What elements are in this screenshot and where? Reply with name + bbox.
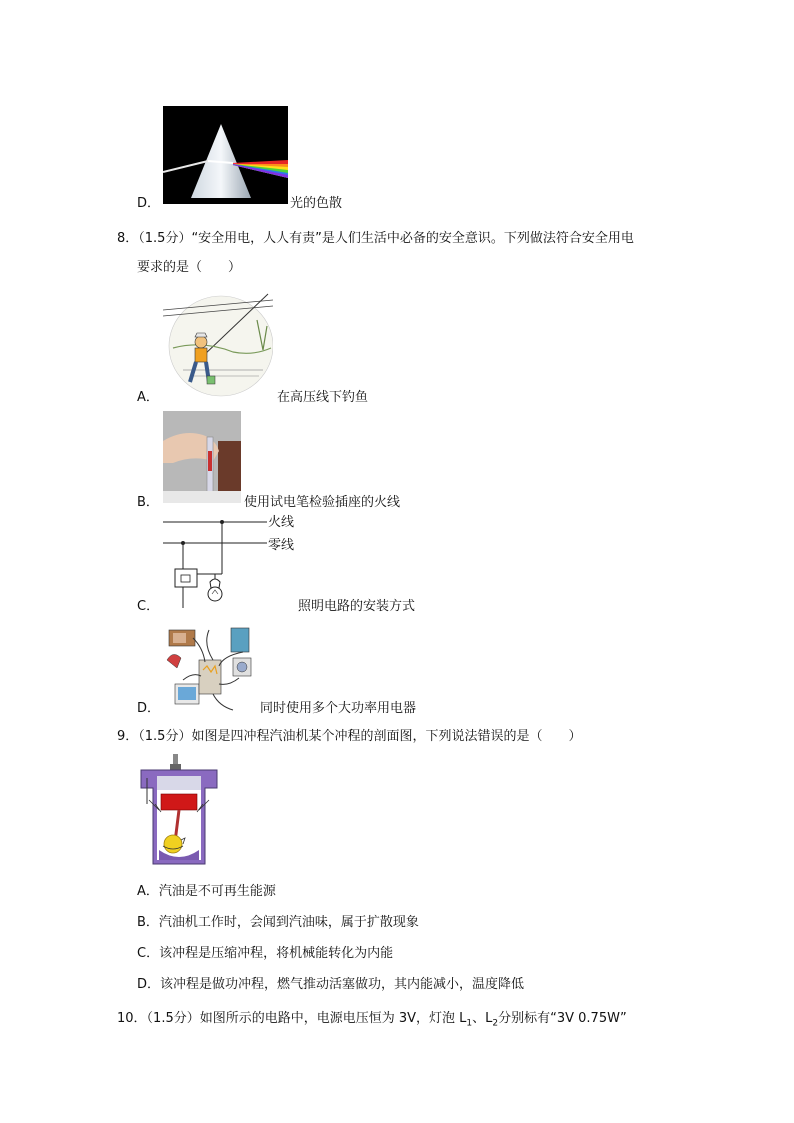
q8-option-a-letter: A． bbox=[137, 390, 159, 405]
q8-option-a-caption: 在高压线下钓鱼 bbox=[277, 390, 369, 405]
q10-stem-pre: 10．（1.5分）如图所示的电路中，电源电压恒为 3V，灯泡 L bbox=[117, 1011, 467, 1026]
q9-option-a: A．汽油是不可再生能源 bbox=[137, 884, 276, 899]
q10-stem bbox=[117, 1010, 627, 1033]
q9-stem: 9．（1.5分）如图是四冲程汽油机某个冲程的剖面图，下列说法错误的是（ ） bbox=[117, 729, 582, 744]
q9-option-c: C．该冲程是压缩冲程，将机械能转化为内能 bbox=[137, 946, 394, 961]
q10-stem-mid: 、L bbox=[472, 1011, 493, 1026]
engine-cross-section-image bbox=[139, 754, 219, 872]
overloaded-socket-image bbox=[163, 620, 258, 718]
test-pen-socket-image bbox=[163, 411, 241, 503]
q8-option-d-letter: D． bbox=[137, 701, 161, 716]
q9-option-d: D．该冲程是做功冲程，燃气推动活塞做功，其内能减小，温度降低 bbox=[137, 977, 525, 992]
q8-option-b-caption: 使用试电笔检验插座的火线 bbox=[244, 495, 401, 510]
q8-stem-line2: 要求的是（ ） bbox=[137, 260, 242, 275]
q8-option-b-letter: B． bbox=[137, 495, 159, 510]
q7-option-d-caption: 光的色散 bbox=[290, 196, 343, 211]
live-wire-label: 火线 bbox=[268, 515, 295, 530]
q8-option-c-caption: 照明电路的安装方式 bbox=[298, 599, 416, 614]
q8-option-c-letter: C． bbox=[137, 599, 160, 614]
q9-option-b: B．汽油机工作时，会闻到汽油味，属于扩散现象 bbox=[137, 915, 419, 930]
q8-option-d-caption: 同时使用多个大功率用电器 bbox=[260, 701, 417, 716]
q10-stem-post: 分别标有“3V 0.75W” bbox=[498, 1011, 627, 1026]
q10-subscript-2: 2 bbox=[492, 1018, 499, 1029]
q7-option-d-letter: D． bbox=[137, 196, 161, 211]
q8-stem-line1: 8．（1.5分）“安全用电，人人有责”是人们生活中必备的安全意识。下列做法符合安全用电 bbox=[117, 231, 634, 246]
lighting-circuit-diagram bbox=[163, 512, 273, 612]
fishing-under-powerline-image bbox=[163, 290, 273, 398]
neutral-wire-label: 零线 bbox=[268, 538, 295, 553]
q10-subscript-1: 1 bbox=[466, 1018, 473, 1029]
prism-dispersion-image bbox=[163, 106, 288, 204]
